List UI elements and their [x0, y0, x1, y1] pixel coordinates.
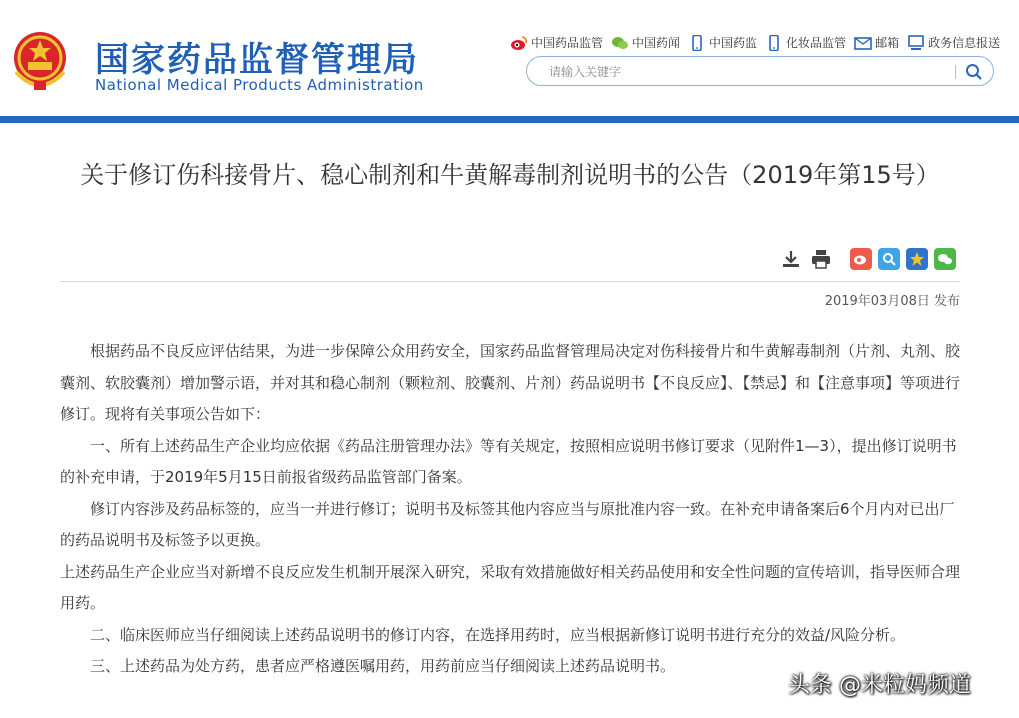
share-star-icon[interactable]	[906, 248, 928, 270]
link-mobile-2[interactable]	[765, 34, 846, 51]
print-icon[interactable]	[810, 248, 832, 270]
search-box	[526, 56, 994, 86]
article-paragraph: 上述药品生产企业应当对新增不良反应发生机制开展深入研究，采取有效措施做好相关药品使用和安全性问题的宣传培训，指导医师合理用药。	[60, 562, 961, 612]
national-emblem-icon	[10, 28, 70, 92]
article-title: 关于修订伤科接骨片、稳心制剂和牛黄解毒制剂说明书的公告（2019年第15号）	[80, 161, 940, 189]
search-input[interactable]	[549, 62, 949, 82]
link-label: 政务信息报送	[928, 36, 1001, 50]
mobile-icon	[765, 35, 783, 51]
link-label: 化妆品监管	[786, 36, 847, 50]
agency-name-cn[interactable]: 国家药品监督管理局	[95, 40, 419, 80]
search-icon[interactable]	[963, 61, 985, 83]
article-body	[60, 336, 960, 683]
share-wechat-icon[interactable]	[934, 248, 956, 270]
title-divider	[60, 281, 960, 282]
link-weibo[interactable]	[510, 34, 603, 51]
share-icons	[850, 248, 956, 270]
article-paragraph: 修订内容涉及药品标签的，应当一并进行修订；说明书及标签其他内容应当与原批准内容一致。在补充申请备案后6个月内对已出厂的药品说明书及标签予以更换。	[60, 499, 955, 549]
link-mail[interactable]	[854, 34, 899, 51]
article-paragraph: 二、临床医师应当仔细阅读上述药品说明书的修订内容，在选择用药时，应当根据新修订说明书进行充分的效益/风险分析。	[90, 625, 906, 644]
publish-date: 2019年03月08日 发布	[824, 294, 960, 309]
header-divider	[0, 116, 1019, 123]
search-divider	[955, 65, 956, 79]
mail-icon	[854, 35, 872, 51]
share-qzone-icon[interactable]	[878, 248, 900, 270]
monitor-icon	[907, 35, 925, 51]
share-weibo-icon[interactable]	[850, 248, 872, 270]
link-mobile-1[interactable]	[688, 34, 757, 51]
watermark: 头条 @米粒妈频道	[788, 673, 971, 698]
link-wechat[interactable]	[611, 34, 680, 51]
weibo-icon	[510, 35, 528, 51]
link-label: 邮箱	[875, 36, 900, 50]
article-paragraph: 一、所有上述药品生产企业均应依据《药品注册管理办法》等有关规定，按照相应说明书修订要求（见附件1—3），提出修订说明书的补充申请，于2019年5月15日前报省级药品监管部门备案。	[60, 436, 957, 486]
top-links	[510, 34, 1000, 51]
article-tools	[780, 248, 832, 270]
agency-name-en: National Medical Products Administration	[95, 76, 424, 94]
link-label: 中国药品监管	[531, 36, 604, 50]
wechat-icon	[611, 35, 629, 51]
link-label: 中国药监	[709, 36, 758, 50]
link-label: 中国药闻	[632, 36, 681, 50]
link-report[interactable]	[907, 34, 1000, 51]
mobile-icon	[688, 35, 706, 51]
article-paragraph: 根据药品不良反应评估结果，为进一步保障公众用药安全，国家药品监督管理局决定对伤科接骨片和牛黄解毒制剂（片剂、丸剂、胶囊剂、软胶囊剂）增加警示语，并对其和稳心制剂（颗粒剂、胶囊剂、片剂）药品说明书【不良反应】、【禁忌】和【注意事项】等项进行修订。现将有关事项公告如下：	[60, 342, 961, 423]
site-header	[0, 0, 1019, 116]
download-icon[interactable]	[780, 248, 802, 270]
article-paragraph: 三、上述药品为处方药，患者应严格遵医嘱用药，用药前应当仔细阅读上述药品说明书。	[90, 657, 676, 675]
